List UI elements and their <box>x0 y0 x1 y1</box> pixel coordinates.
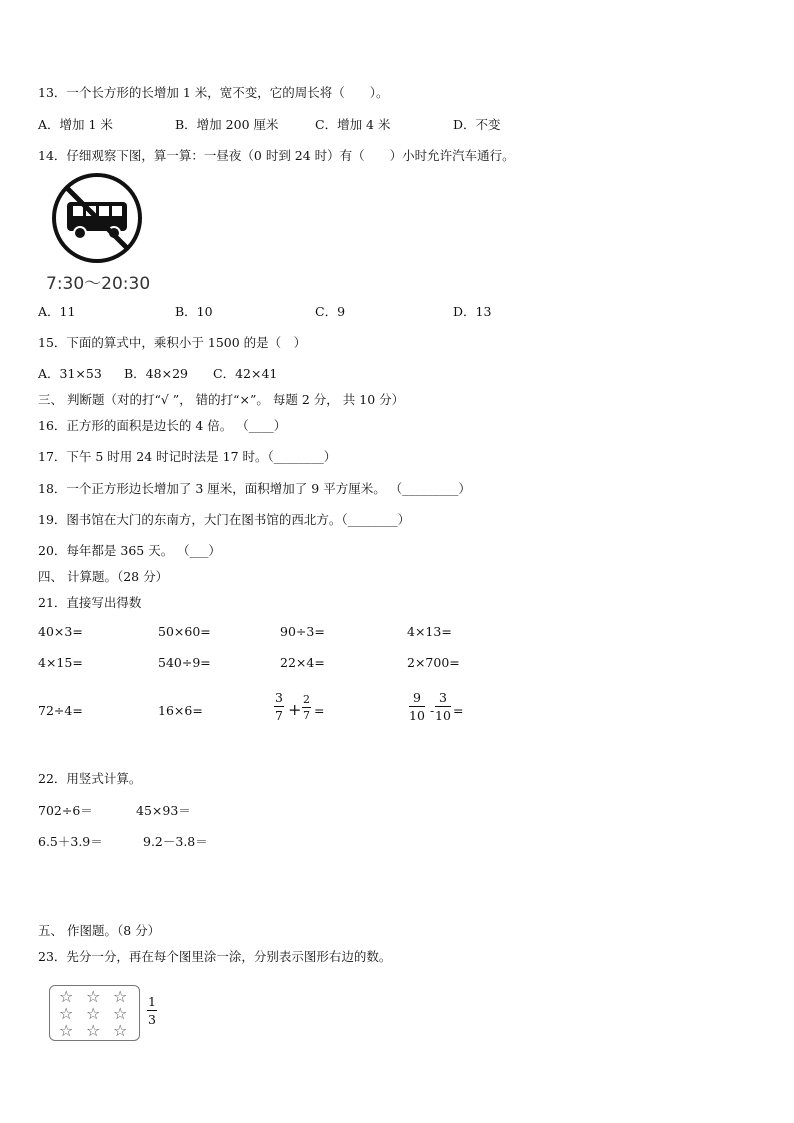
fraction-numerator: 2 <box>303 693 310 706</box>
calc-item: 90÷3= <box>280 624 325 639</box>
fraction-numerator: 9 <box>409 690 425 707</box>
q13-option-b: B．增加 200 厘米 <box>175 117 279 132</box>
fraction-3-10 <box>435 690 451 723</box>
calc-item: 22×4= <box>280 655 325 670</box>
fraction-numerator: 3 <box>275 690 283 705</box>
star-icon: ☆ <box>113 1004 128 1023</box>
star-icon: ☆ <box>86 987 101 1006</box>
equals-sign: = <box>453 703 464 718</box>
vertical-calc-item: 702÷6＝ <box>38 803 93 818</box>
no-bus-sign-icon <box>40 168 150 268</box>
fraction-3-7 <box>274 690 284 723</box>
vertical-calc-item: 9.2－3.8＝ <box>143 834 208 849</box>
q18-text: 18．一个正方形边长增加了 3 厘米，面积增加了 9 平方厘米。 （_________） <box>38 481 471 496</box>
calc-item: 40×3= <box>38 624 83 639</box>
section-5-title: 五、 作图题。（8 分） <box>38 923 161 938</box>
fraction-denominator: 10 <box>409 708 425 723</box>
star-icon: ☆ <box>59 1004 74 1023</box>
calc-item: 50×60= <box>158 624 211 639</box>
vertical-calc-item: 45×93＝ <box>136 803 191 818</box>
plus-sign: + <box>288 700 302 719</box>
section-4-title: 四、 计算题。（28 分） <box>38 569 169 584</box>
star-icon: ☆ <box>59 987 74 1006</box>
star-icon: ☆ <box>86 1021 101 1040</box>
q22-stem: 22．用竖式计算。 <box>38 771 142 786</box>
q17-text: 17．下午 5 时用 24 时记时法是 17 时。（________） <box>38 449 337 464</box>
q14-stem: 14．仔细观察下图，算一算：一昼夜（0 时到 24 时）有（ ）小时允许汽车通行。 <box>38 148 515 163</box>
calc-item: 540÷9= <box>158 655 211 670</box>
q14-option-b: B．10 <box>175 304 213 319</box>
traffic-sign-figure <box>40 168 150 271</box>
fraction-denominator: 7 <box>303 709 310 722</box>
q19-text: 19．图书馆在大门的东南方，大门在图书馆的西北方。（________） <box>38 512 411 527</box>
section-3-title: 三、 判断题（对的打“√ ”， 错的打“×”。 每题 2 分， 共 10 分） <box>38 392 405 407</box>
calc-item: 4×15= <box>38 655 83 670</box>
fraction-numerator: 3 <box>435 690 451 707</box>
q15-option-c: C．42×41 <box>213 366 278 381</box>
q14-option-a: A．11 <box>38 304 76 319</box>
fraction-1-3 <box>147 994 157 1027</box>
q13-option-c: C．增加 4 米 <box>315 117 391 132</box>
equals-sign: = <box>314 703 325 718</box>
vertical-calc-item: 6.5＋3.9＝ <box>38 834 103 849</box>
calc-item: 16×6= <box>158 703 203 718</box>
fraction-9-10 <box>409 690 425 723</box>
star-grid-figure <box>49 985 140 1041</box>
star-icon: ☆ <box>86 1004 101 1023</box>
q15-option-a: A．31×53 <box>38 366 102 381</box>
q14-option-d: D．13 <box>453 304 492 319</box>
q13-option-a: A．增加 1 米 <box>38 117 113 132</box>
q21-stem: 21．直接写出得数 <box>38 595 142 610</box>
fraction-denominator: 3 <box>148 1012 156 1027</box>
fraction-2-7 <box>302 693 311 722</box>
q15-option-b: B．48×29 <box>124 366 188 381</box>
calc-item: 72÷4= <box>38 703 83 718</box>
q16-text: 16．正方形的面积是边长的 4 倍。 （____） <box>38 418 287 433</box>
q13-stem: 13．一个长方形的长增加 1 米，宽不变，它的周长将（ ）。 <box>38 85 389 100</box>
fraction-numerator: 1 <box>148 994 156 1009</box>
fraction-denominator: 10 <box>435 708 451 723</box>
q13-option-d: D．不变 <box>453 117 501 132</box>
calc-item: 4×13= <box>407 624 452 639</box>
fraction-denominator: 7 <box>275 708 283 723</box>
calc-item: 2×700= <box>407 655 460 670</box>
q14-option-c: C．9 <box>315 304 346 319</box>
star-icon: ☆ <box>113 1021 128 1040</box>
star-icon: ☆ <box>59 1021 74 1040</box>
minus-sign: - <box>430 703 435 718</box>
q20-text: 20．每年都是 365 天。 （___） <box>38 543 221 558</box>
q23-stem: 23．先分一分，再在每个图里涂一涂，分别表示图形右边的数。 <box>38 949 392 964</box>
star-icon: ☆ <box>113 987 128 1006</box>
q15-stem: 15．下面的算式中，乘积小于 1500 的是（ ） <box>38 335 307 350</box>
sign-time-label: 7:30～20:30 <box>46 274 151 294</box>
